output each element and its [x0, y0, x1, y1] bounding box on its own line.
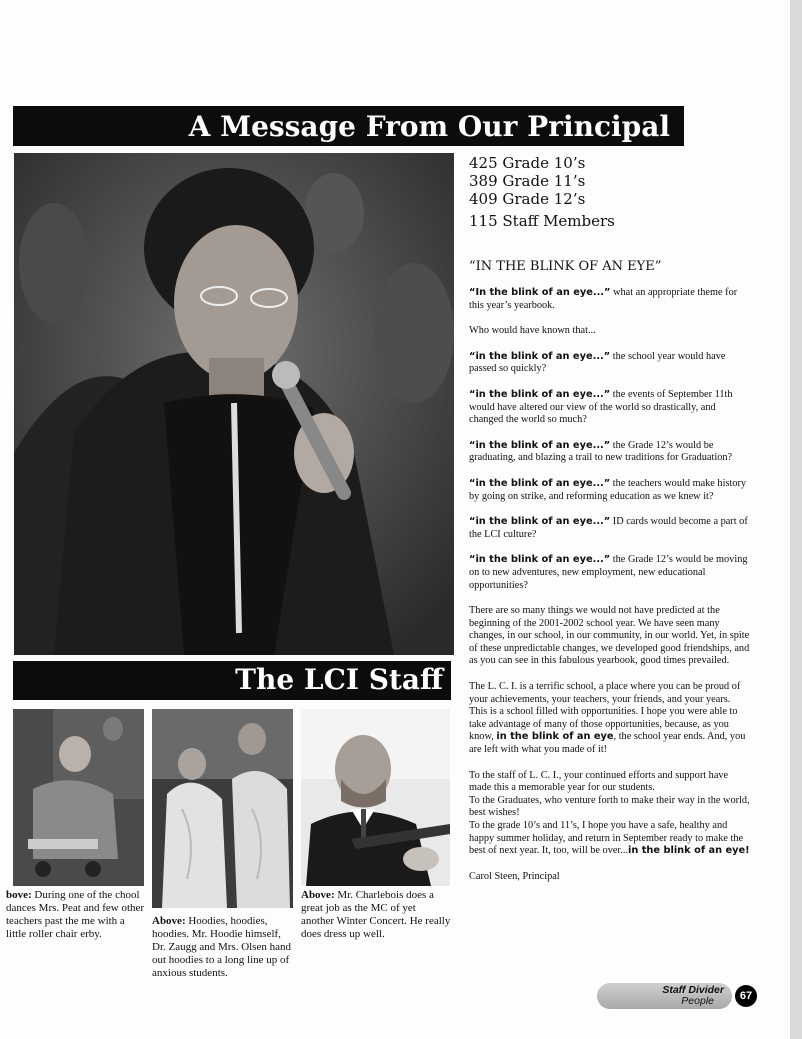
principal-photo — [14, 153, 454, 655]
principal-banner-title: A Message From Our Principal — [188, 110, 670, 143]
grade-count: 409 Grade 12’s — [469, 190, 586, 208]
section-label: Staff Divider — [662, 984, 724, 996]
message-paragraph — [469, 440, 751, 465]
paragraph-text: To the grade 10’s and 11’s, I hope you have a safe, healthy and happy summer holiday, and return in September ready to make the best of next year. It, too, will be over... — [469, 820, 744, 857]
staff-caption-2 — [152, 915, 297, 980]
paragraph-text: , the school year ends. And, you are left with what you made of it! — [469, 731, 746, 756]
paragraph-text: ID cards would become a part of the LCI culture? — [469, 516, 748, 540]
paragraph-text: To the staff of L. C. I., your continued efforts and support have made this a memorable year for our students. — [469, 769, 729, 794]
message-paragraph — [469, 287, 751, 312]
page-edge — [790, 0, 802, 1039]
section-tab — [597, 983, 732, 1009]
paragraph-text: the Grade 12’s would be moving on to new adventures, new employment, new educational opportunities? — [469, 554, 748, 591]
staff-banner-title: The LCI Staff — [235, 663, 443, 696]
phrase: “In the blink of an eye...” — [469, 287, 611, 298]
phrase: in the blink of an eye! — [628, 845, 750, 857]
staff-count: 115 Staff Members — [469, 212, 615, 230]
principal-message — [469, 287, 751, 896]
staff-banner — [13, 661, 451, 700]
grade-count: 425 Grade 10’s — [469, 154, 586, 172]
phrase: “in the blink of an eye...” — [469, 477, 611, 489]
staff-photo-roller-chair — [13, 709, 144, 886]
phrase: in the blink of an eye — [496, 731, 614, 743]
subsection-label: People — [681, 995, 714, 1007]
staff-caption-1 — [6, 889, 146, 941]
caption-text: Hoodies, hoodies, hoodies. Mr. Hoodie himself, Dr. Zaugg and Mrs. Olsen hand out hoodies to a long line up of anxious students. — [152, 915, 292, 979]
principal-banner — [13, 106, 684, 146]
grade-count: 389 Grade 11’s — [469, 172, 586, 190]
phrase: “in the blink of an eye...” — [469, 388, 611, 400]
staff-photo-hoodies — [152, 709, 293, 908]
paragraph-text: the school year would have passed so quickly? — [469, 350, 726, 375]
message-paragraph — [469, 554, 751, 592]
message-paragraph — [469, 351, 751, 376]
paragraph-text: the events of September 11th would have altered our view of the world so drastically, and changed the world so much? — [469, 388, 733, 426]
message-paragraph — [469, 681, 751, 757]
phrase: “in the blink of an eye...” — [469, 554, 611, 566]
caption-text: Mr. Charlebois does a great job as the MC of yet another Winter Concert. He really does dress up well. — [301, 889, 451, 940]
paragraph-text: To the Graduates, who venture forth to make their way in the world, best wishes! — [469, 794, 750, 819]
page-number: 67 — [735, 985, 757, 1007]
message-paragraph: Who would have known that... — [469, 325, 596, 337]
caption-label: bove: — [6, 889, 32, 901]
caption-label: Above: — [152, 915, 186, 927]
staff-caption-3 — [301, 889, 451, 941]
paragraph-text: the teachers would make history by going on strike, and reforming education as we knew it? — [469, 477, 747, 502]
signature: Carol Steen, Principal — [469, 870, 560, 882]
phrase: “in the blink of an eye...” — [469, 350, 611, 362]
message-title: “IN THE BLINK OF AN EYE” — [469, 259, 662, 274]
message-paragraph — [469, 516, 751, 541]
message-paragraph: There are so many things we would not have predicted at the beginning of the 2001-2002 school year. We have seen many changes, in our school, in our community, in our world. Yet, in spite of these unpredictable changes, we developed good friendships, and as you can see in this fabulous yearbook, good times prevailed. — [469, 605, 750, 667]
message-paragraph — [469, 478, 751, 503]
paragraph-text: the Grade 12’s would be graduating, and blazing a trail to new traditions for Graduation? — [469, 439, 733, 464]
paragraph-text: what an appropriate theme for this year’s yearbook. — [469, 287, 738, 311]
message-paragraph — [469, 770, 751, 858]
phrase: “in the blink of an eye...” — [469, 439, 611, 451]
caption-text: During one of the chool dances Mrs. Peat and few other teachers past the me with a little roller chair erby. — [6, 889, 145, 940]
enrollment-counts — [469, 154, 751, 230]
caption-label: Above: — [301, 889, 335, 901]
message-paragraph — [469, 389, 751, 427]
paragraph-text: The L. C. I. is a terrific school, a place where you can be proud of your achievements, your teachers, your friends, and your years. This is a school filled with opportunities. I hope you were able to take advantage of many of those opportunities, because, as you know, — [469, 681, 741, 743]
phrase: “in the blink of an eye...” — [469, 516, 611, 528]
staff-photo-mc — [301, 709, 450, 886]
